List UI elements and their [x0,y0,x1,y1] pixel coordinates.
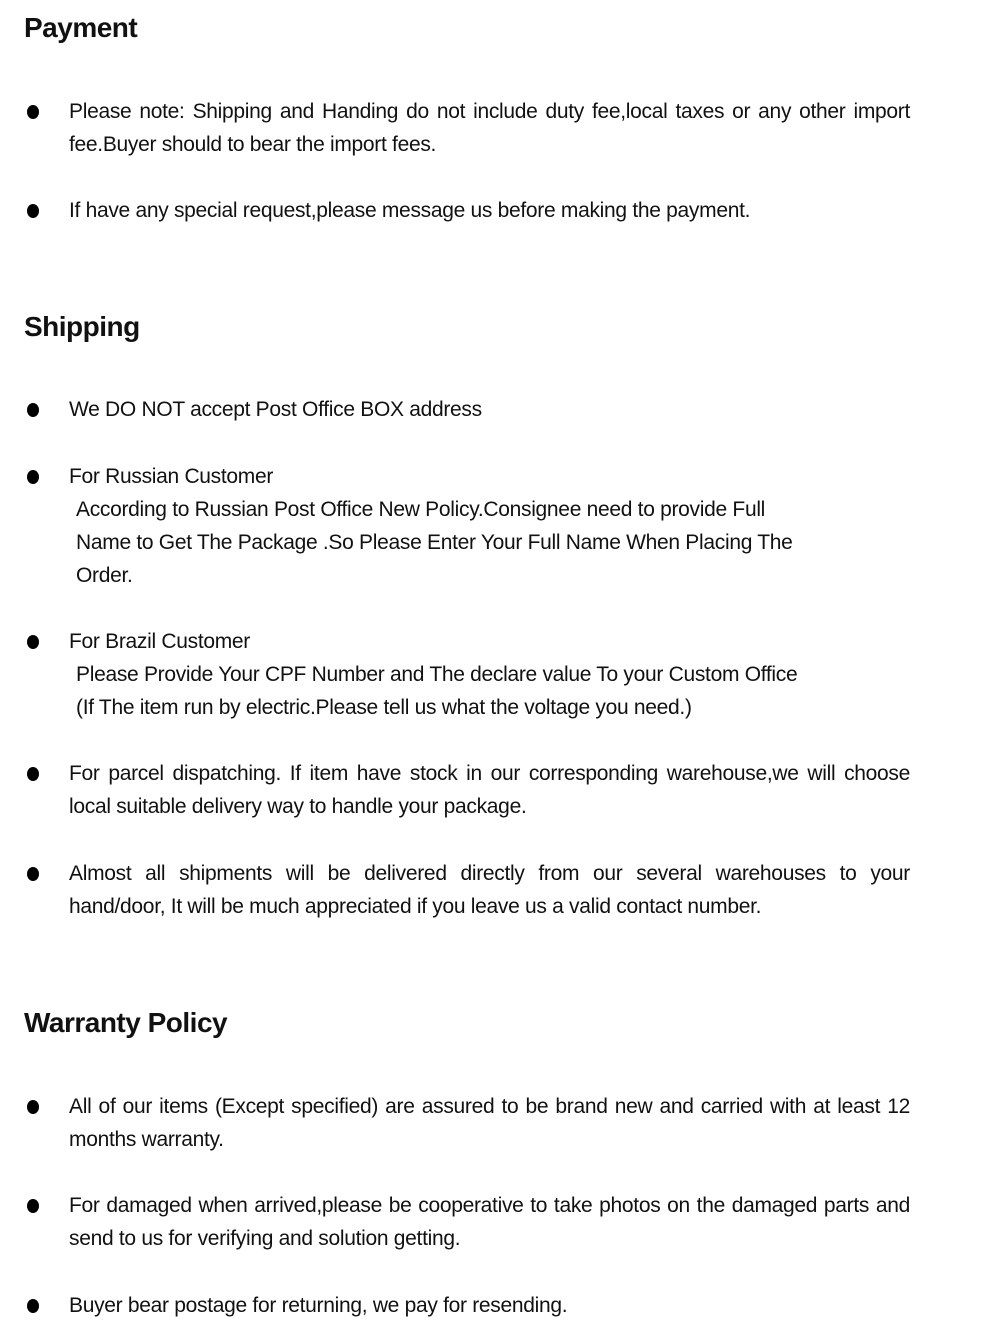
payment-note-special-request: If have any special request,please message us before making the payment. [69,199,751,222]
bullet-icon [27,204,39,218]
shipping-brazil-customer [69,625,910,724]
section-title-warranty: Warranty Policy [24,1007,228,1038]
warranty-postage: Buyer bear postage for returning, we pay for resending. [69,1294,568,1317]
bullet-icon [27,767,39,781]
russian-policy-line: According to Russian Post Office New Policy.Consignee need to provide Full [76,498,766,521]
brazil-policy-line: Please Provide Your CPF Number and The declare value To your Custom Office [76,663,798,686]
section-title-payment: Payment [24,12,138,43]
warranty-damaged: For damaged when arrived,please be cooperative to take photos on the damaged parts and send to us for verifying and solution getting. [69,1194,910,1250]
brazil-policy-line: (If The item run by electric.Please tell us what the voltage you need.) [76,696,692,719]
bullet-icon [27,105,39,119]
brazil-customer-title: For Brazil Customer [69,630,251,653]
russian-policy-line: Order. [76,564,133,587]
russian-policy-line: Name to Get The Package .So Please Enter Your Full Name When Placing The [76,531,793,554]
shipping-parcel-dispatching: For parcel dispatching. If item have stock in our corresponding warehouse,we will choose local suitable delivery way to handle your package. [69,762,910,818]
russian-customer-title: For Russian Customer [69,465,274,488]
section-title-shipping: Shipping [24,311,140,342]
warranty-brand-new: All of our items (Except specified) are assured to be brand new and carried with at least 12 months warranty. [69,1095,910,1151]
shipping-warehouses: Almost all shipments will be delivered directly from our several warehouses to your hand/door, It will be much appreciated if you leave us a valid contact number. [69,862,910,918]
shipping-no-po-box: We DO NOT accept Post Office BOX address [69,398,482,421]
shipping-russian-customer [69,460,910,592]
bullet-icon [27,1199,39,1213]
bullet-icon [27,403,39,417]
bullet-icon [27,867,39,881]
bullet-icon [27,1299,39,1313]
bullet-icon [27,1100,39,1114]
payment-note-duty: Please note: Shipping and Handing do not include duty fee,local taxes or any other import fee.Buyer should to bear the import fees. [69,100,910,156]
bullet-icon [27,635,39,649]
bullet-icon [27,470,39,484]
